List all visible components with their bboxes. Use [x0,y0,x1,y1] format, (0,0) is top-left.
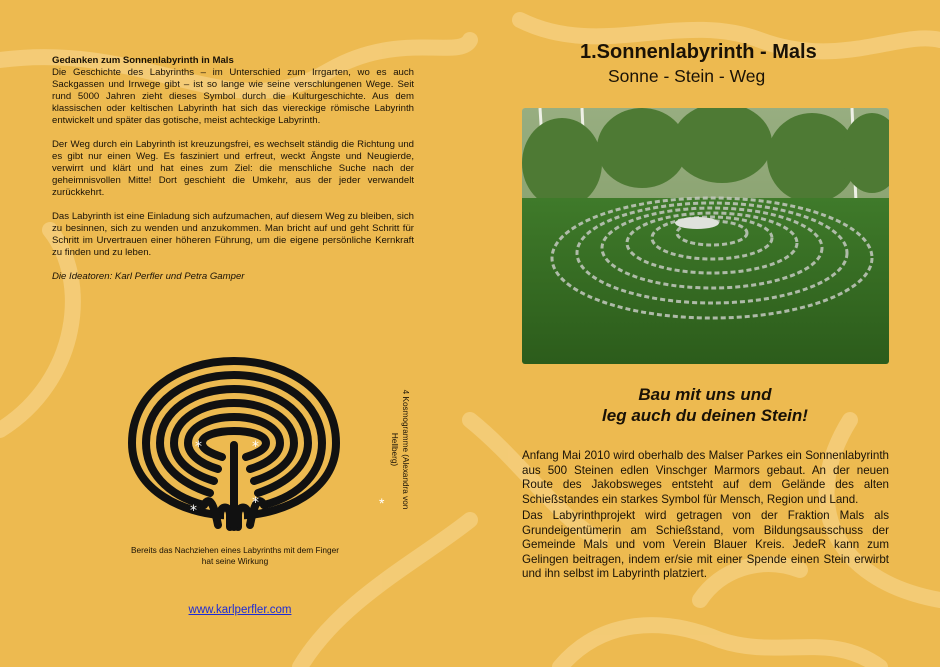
labyrinth-caption: Bereits das Nachziehen eines Labyrinths mit dem Finger hat seine Wirkung [131,545,339,566]
star-mark-icon: * [190,503,197,519]
kosmogramme-note [363,382,411,517]
labyrinth-photo [522,108,889,364]
intro-paragraph-3: Das Labyrinth ist eine Einladung sich aufzumachen, auf diesem Weg zu bleiben, sich zu besinnen, sich zu wenden und anzukommen. Man bricht auf und geht Schritt für Schritt im Urvertrauen einer höheren Führung, um die eigene persönliche Kernkraft zu finden und zu leben. [52,211,414,258]
ideators-signature: Die Ideatoren: Karl Perfler und Petra Gamper [52,271,245,282]
description-paragraph-1: Anfang Mai 2010 wird oberhalb des Malser Parkes ein Sonnenlabyrinth aus 500 Steinen edlen Vinschger Marmors gebaut. An der neuen Route des Jakobsweges entsteht auf dem Gelände des alten Schießstandes ein starkes Symbol für Mensch, Region und Land. [522,449,889,506]
page-subtitle: Sonne - Stein - Weg [608,66,766,86]
star-icon: * [379,495,385,511]
kosmogramme-text: 4 Kosmogramme (Alexandra von Hellberg) [390,389,410,510]
right-page [470,0,940,667]
slogan [520,384,890,426]
page-title: 1.Sonnenlabyrinth - Mals [580,41,817,63]
project-description [522,449,889,584]
intro-text [52,55,414,295]
slogan-line-1: Bau mit uns und [638,385,772,404]
website-link[interactable]: www.karlperfler.com [188,604,292,616]
intro-paragraph-2: Der Weg durch ein Labyrinth ist kreuzungsfrei, es wechselt ständig die Richtung und es gibt nur einen Weg. Es fasziniert und erfreut, weckt Ängste und Neugierde, verwirrt und klärt und hat eines zum Ziel: die menschliche Suche nach der geheimnisvollen Mitte! Dort geschieht die Umkehr, aus der jeder verwandelt zurückkehrt. [52,139,414,198]
slogan-line-2: leg auch du deinen Stein! [602,406,808,425]
star-mark-icon: * [252,495,259,511]
intro-paragraph-1: Die Geschichte des Labyrinths – im Unterschied zum Irrgarten, wo es auch Sackgassen und Irrwege gibt – ist so lange wie seine verschlungenen Wege. Seit rund 5000 Jahren zieht dieses Symbol durch die Kulturgeschichte. Aus dem klassischen oder keltischen Labyrinth hat sich das viereckige römische Labyrinth entwickelt und später das gotische, meist achteckige Labyrinth. [52,67,414,126]
star-mark-icon: * [195,439,202,455]
description-paragraph-2: Das Labyrinthprojekt wird getragen von der Fraktion Mals als Grundeigentümerin am Schießstand, vom Bildungsausschuss der Gemeinde Mals und vom Verein Blauer Kreis. JedeR kann zum Gelingen beitragen, indem er/sie mit einer Spende einen Stein erwirbt und ihn selbst im Labyrinth platziert. [522,509,889,580]
star-mark-icon: * [252,439,259,455]
intro-heading: Gedanken zum Sonnenlabyrinth in Mals [52,55,234,66]
labyrinth-drawing [118,355,350,535]
